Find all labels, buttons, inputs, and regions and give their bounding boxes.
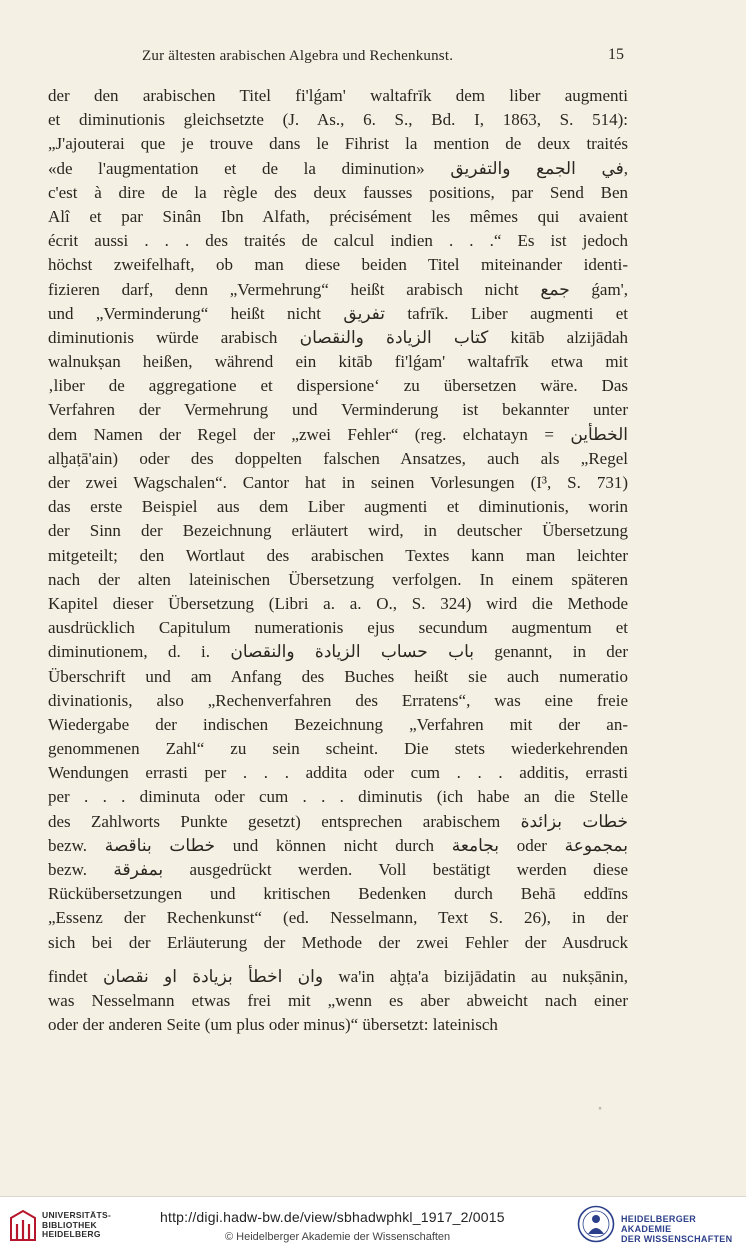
text-line: ‚liber de aggregatione et dispersione‘ zu übersetzen wäre. Das xyxy=(48,376,628,396)
running-title: Zur ältesten arabischen Algebra und Rechenkunst. xyxy=(142,48,454,64)
text-line: per . . . diminuta oder cum . . . diminutis (ich habe an die Stelle xyxy=(48,787,628,807)
text-line: c'est à dire de la règle des deux fausses positions, par Send Ben xyxy=(48,182,628,202)
text-line: oder der anderen Seite (um plus oder minus)“ übersetzt: lateinisch xyxy=(48,1015,498,1035)
text-line: écrit aussi . . . des traités de calcul indien . . .“ Es ist jedoch xyxy=(48,231,628,251)
text-line: Wendungen errasti per . . . addita oder cum . . . additis, errasti xyxy=(48,763,628,783)
text-line: bezw. خطات بناقصة und können nicht durch بجامعة oder بمجموعة xyxy=(48,835,628,855)
text-line: diminutionis würde arabisch كتاب الزيادة والنقصان kitāb alzijādah xyxy=(48,327,628,347)
text-line: bezw. بمفرقة ausgedrückt werden. Voll bestätigt werden diese xyxy=(48,860,628,879)
university-library-logo-icon xyxy=(8,1209,38,1243)
text-line: Kapitel dieser Übersetzung (Libri a. a. O., S. 324) wird die Methode xyxy=(48,593,628,613)
text-line: fizieren darf, denn „Vermehrung“ heißt arabisch nicht جمع ǵam', xyxy=(48,279,628,299)
text-line: diminutionem, d. i. باب حساب الزيادة والنقصان genannt, in der xyxy=(48,642,628,662)
text-line: et diminutionis gleichsetzte (J. As., 6. S., Bd. I, 1863, S. 514): xyxy=(48,110,628,130)
text-line: des Zahlworts Punkte gesetzt) entsprechen arabischem خطات بزائدة xyxy=(48,811,628,831)
text-line: Wiedergabe der indischen Bezeichnung „Verfahren mit der an- xyxy=(48,714,628,734)
text-line: höchst zweifelhaft, ob man diese beiden Titel miteinander identi- xyxy=(48,255,628,275)
permalink-url[interactable]: http://digi.hadw-bw.de/view/sbhadwphkl_1917_2/0015 xyxy=(160,1209,505,1225)
academy-seal-icon xyxy=(577,1205,615,1243)
text-line: divinationis, also „Rechenverfahren des Erratens“, was eine freie xyxy=(48,690,628,710)
text-line: Überschrift und am Anfang des Buches heißt sie auch numeratio xyxy=(48,666,628,686)
page-number: 15 xyxy=(608,46,624,63)
text-line: mitgeteilt; den Wortlaut des arabischen Textes kann man leichter xyxy=(48,545,628,565)
text-line: was Nesselmann etwas frei mit „wenn es aber abweicht nach einer xyxy=(48,990,628,1010)
text-line: Alî et par Sinân Ibn Alfath, précisément les mêmes qui avaient xyxy=(48,206,628,226)
body-text xyxy=(48,84,628,1037)
text-line: „J'ajouterai que je trouve dans le Fihrist la mention de deux traités xyxy=(48,134,628,154)
text-line: nach der alten lateinischen Übersetzung verfolgen. In einem späteren xyxy=(48,569,628,589)
text-line: der den arabischen Titel fi'lǵam' waltafrīk dem liber augmenti xyxy=(48,86,628,105)
viewer-footer xyxy=(0,1196,746,1251)
text-line: der zwei Wagschalen“. Cantor hat in seinen Vorlesungen (I³, S. 731) xyxy=(48,473,628,492)
text-line: dem Namen der Regel der „zwei Fehler“ (reg. elchatayn = الخطأين xyxy=(48,424,628,444)
text-line: sich bei der Erläuterung der Methode der zwei Fehler der Ausdruck xyxy=(48,932,628,952)
text-line: Rückübersetzungen und kritischen Bedenken durch Behā eddīns xyxy=(48,884,628,904)
page-header xyxy=(50,44,630,68)
scan-speck: ° xyxy=(598,1106,602,1115)
text-line: ausdrücklich Capitulum numerationis ejus secundum augmentum et xyxy=(48,618,628,638)
text-line: Verfahren der Vermehrung und Verminderung ist bekannter unter xyxy=(48,400,628,420)
text-line: findet وان اخطأ بزيادة او نقصان wa'in aḫṭa'a bizijādatin au nukṣānin, xyxy=(48,966,628,986)
text-line: und „Verminderung“ heißt nicht تفريق tafrīk. Liber augmenti et xyxy=(48,303,628,323)
text-line: das erste Beispiel aus dem Liber augmenti et diminutionis, worin xyxy=(48,497,628,517)
text-line: genommenen Zahl“ zu sein scheint. Die stets wiederkehrenden xyxy=(48,739,628,759)
copyright-notice: © Heidelberger Akademie der Wissenschaften xyxy=(225,1231,451,1243)
university-library-name: UNIVERSITÄTS- BIBLIOTHEK HEIDELBERG xyxy=(42,1210,112,1239)
text-line: walnukṣan heißen, während ein kitāb fi'lǵam' waltafrīk etwa mit xyxy=(48,352,628,372)
text-line: der Sinn der Bezeichnung erläutert wird, in deutscher Übersetzung xyxy=(48,521,628,541)
academy-name: HEIDELBERGER AKADEMIE DER WISSENSCHAFTEN xyxy=(621,1214,733,1244)
text-line: alḫaṭā'ain) oder des doppelten falschen Ansatzes, auch als „Regel xyxy=(48,448,628,468)
text-line: „Essenz der Rechenkunst“ (ed. Nesselmann, Text S. 26), in der xyxy=(48,908,628,928)
text-line: «de l'augmentation et de la diminution» في الجمع والتفريق, xyxy=(48,158,628,178)
